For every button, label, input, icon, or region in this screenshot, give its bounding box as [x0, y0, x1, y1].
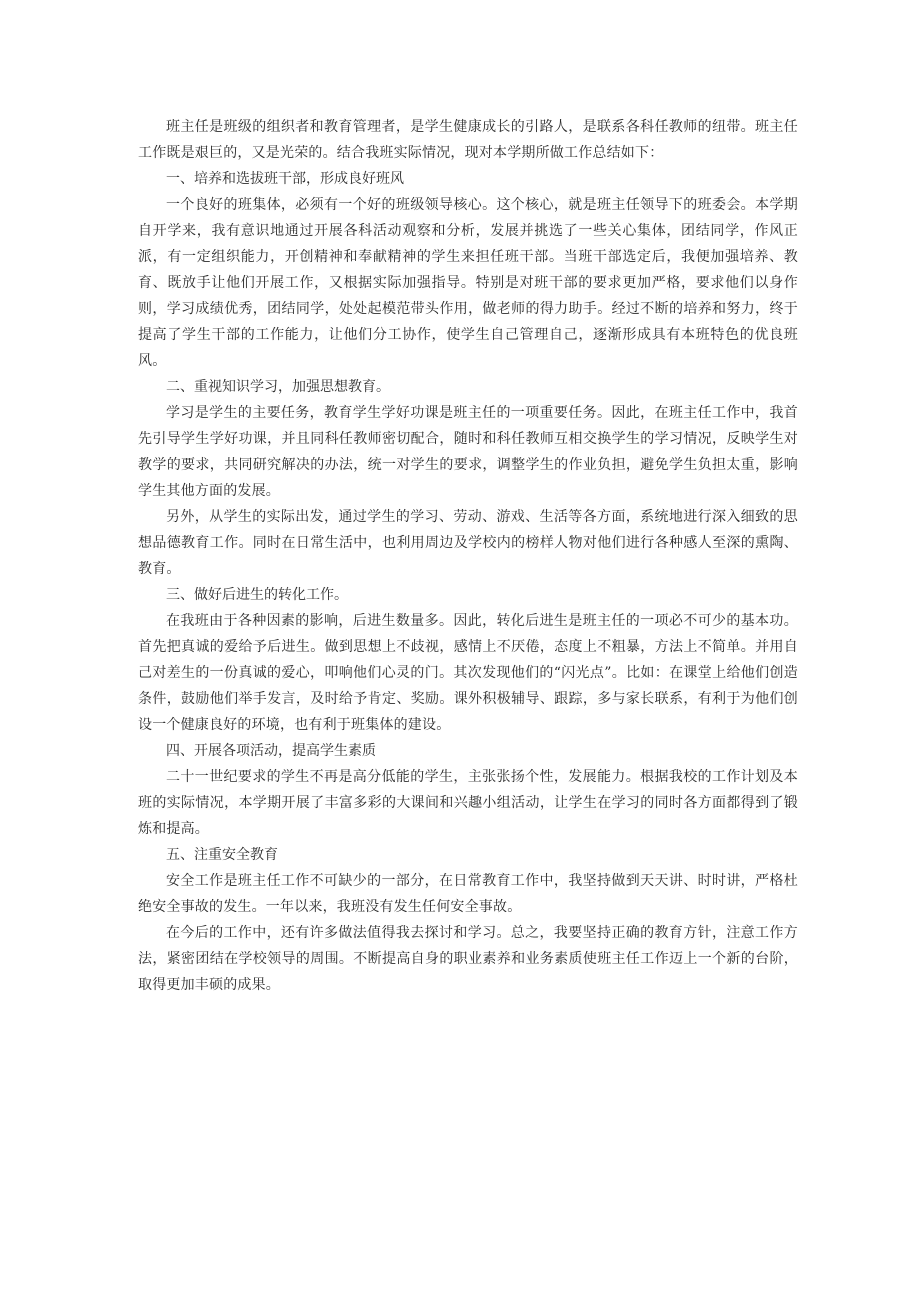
document-body: [138, 114, 798, 998]
section-5-paragraph-1: 安全工作是班主任工作不可缺少的一部分，在日常教育工作中，我坚持做到天天讲、时时讲，严格杜绝安全事故的发生。一年以来，我班没有发生任何安全事故。: [138, 873, 798, 915]
section-3-paragraph-1: 在我班由于各种因素的影响，后进生数量多。因此，转化后进生是班主任的一项必不可少的基本功。首先把真诚的爱给予后进生。做到思想上不歧视，感情上不厌倦，态度上不粗暴，方法上不简单。并用自己对差生的一份真诚的爱心，叩响他们心灵的门。其次发现他们的“闪光点”。比如：在课堂上给他们创造条件，鼓励他们举手发言，及时给予肯定、奖励。课外积极辅导、跟踪，多与家长联系，有利于为他们创设一个健康良好的环境，也有利于班集体的建设。: [138, 613, 798, 733]
section-2-paragraph-2: 另外，从学生的实际出发，通过学生的学习、劳动、游戏、生活等各方面，系统地进行深入细致的思想品德教育工作。同时在日常生活中，也利用周边及学校内的榜样人物对他们进行各种感人至深的熏陶、教育。: [138, 509, 798, 577]
section-2-heading: 二、重视知识学习，加强思想教育。: [166, 379, 390, 395]
section-3-heading: 三、做好后进生的转化工作。: [166, 587, 348, 603]
section-4-paragraph-1: 二十一世纪要求的学生不再是高分低能的学生，主张张扬个性，发展能力。根据我校的工作计划及本班的实际情况，本学期开展了丰富多彩的大课间和兴趣小组活动，让学生在学习的同时各方面都得到了锻炼和提高。: [138, 769, 798, 837]
section-1-heading: 一、培养和选拔班干部，形成良好班风: [166, 171, 404, 187]
section-5-heading: 五、注重安全教育: [166, 847, 278, 863]
section-4-heading: 四、开展各项活动，提高学生素质: [166, 743, 376, 759]
section-2-paragraph-1: 学习是学生的主要任务，教育学生学好功课是班主任的一项重要任务。因此，在班主任工作中，我首先引导学生学好功课，并且同科任教师密切配合，随时和科任教师互相交换学生的学习情况，反映学生对教学的要求，共同研究解决的办法，统一对学生的要求，调整学生的作业负担，避免学生负担太重，影响学生其他方面的发展。: [138, 405, 798, 499]
intro-paragraph: 班主任是班级的组织者和教育管理者，是学生健康成长的引路人，是联系各科任教师的纽带。班主任工作既是艰巨的，又是光荣的。结合我班实际情况，现对本学期所做工作总结如下：: [138, 119, 798, 161]
section-1-paragraph-1: 一个良好的班集体，必须有一个好的班级领导核心。这个核心，就是班主任领导下的班委会。本学期自开学来，我有意识地通过开展各科活动观察和分析，发展并挑选了一些关心集体，团结同学，作风正派，有一定组织能力，开创精神和奉献精神的学生来担任班干部。当班干部选定后，我便加强培养、教育、既放手让他们开展工作，又根据实际加强指导。特别是对班干部的要求更加严格，要求他们以身作则，学习成绩优秀，团结同学，处处起模范带头作用，做老师的得力助手。经过不断的培养和努力，终于提高了学生干部的工作能力，让他们分工协作，使学生自己管理自己，逐渐形成具有本班特色的优良班风。: [138, 197, 798, 369]
section-5-paragraph-2: 在今后的工作中，还有许多做法值得我去探讨和学习。总之，我要坚持正确的教育方针，注意工作方法，紧密团结在学校领导的周围。不断提高自身的职业素养和业务素质使班主任工作迈上一个新的台阶，取得更加丰硕的成果。: [138, 925, 798, 993]
